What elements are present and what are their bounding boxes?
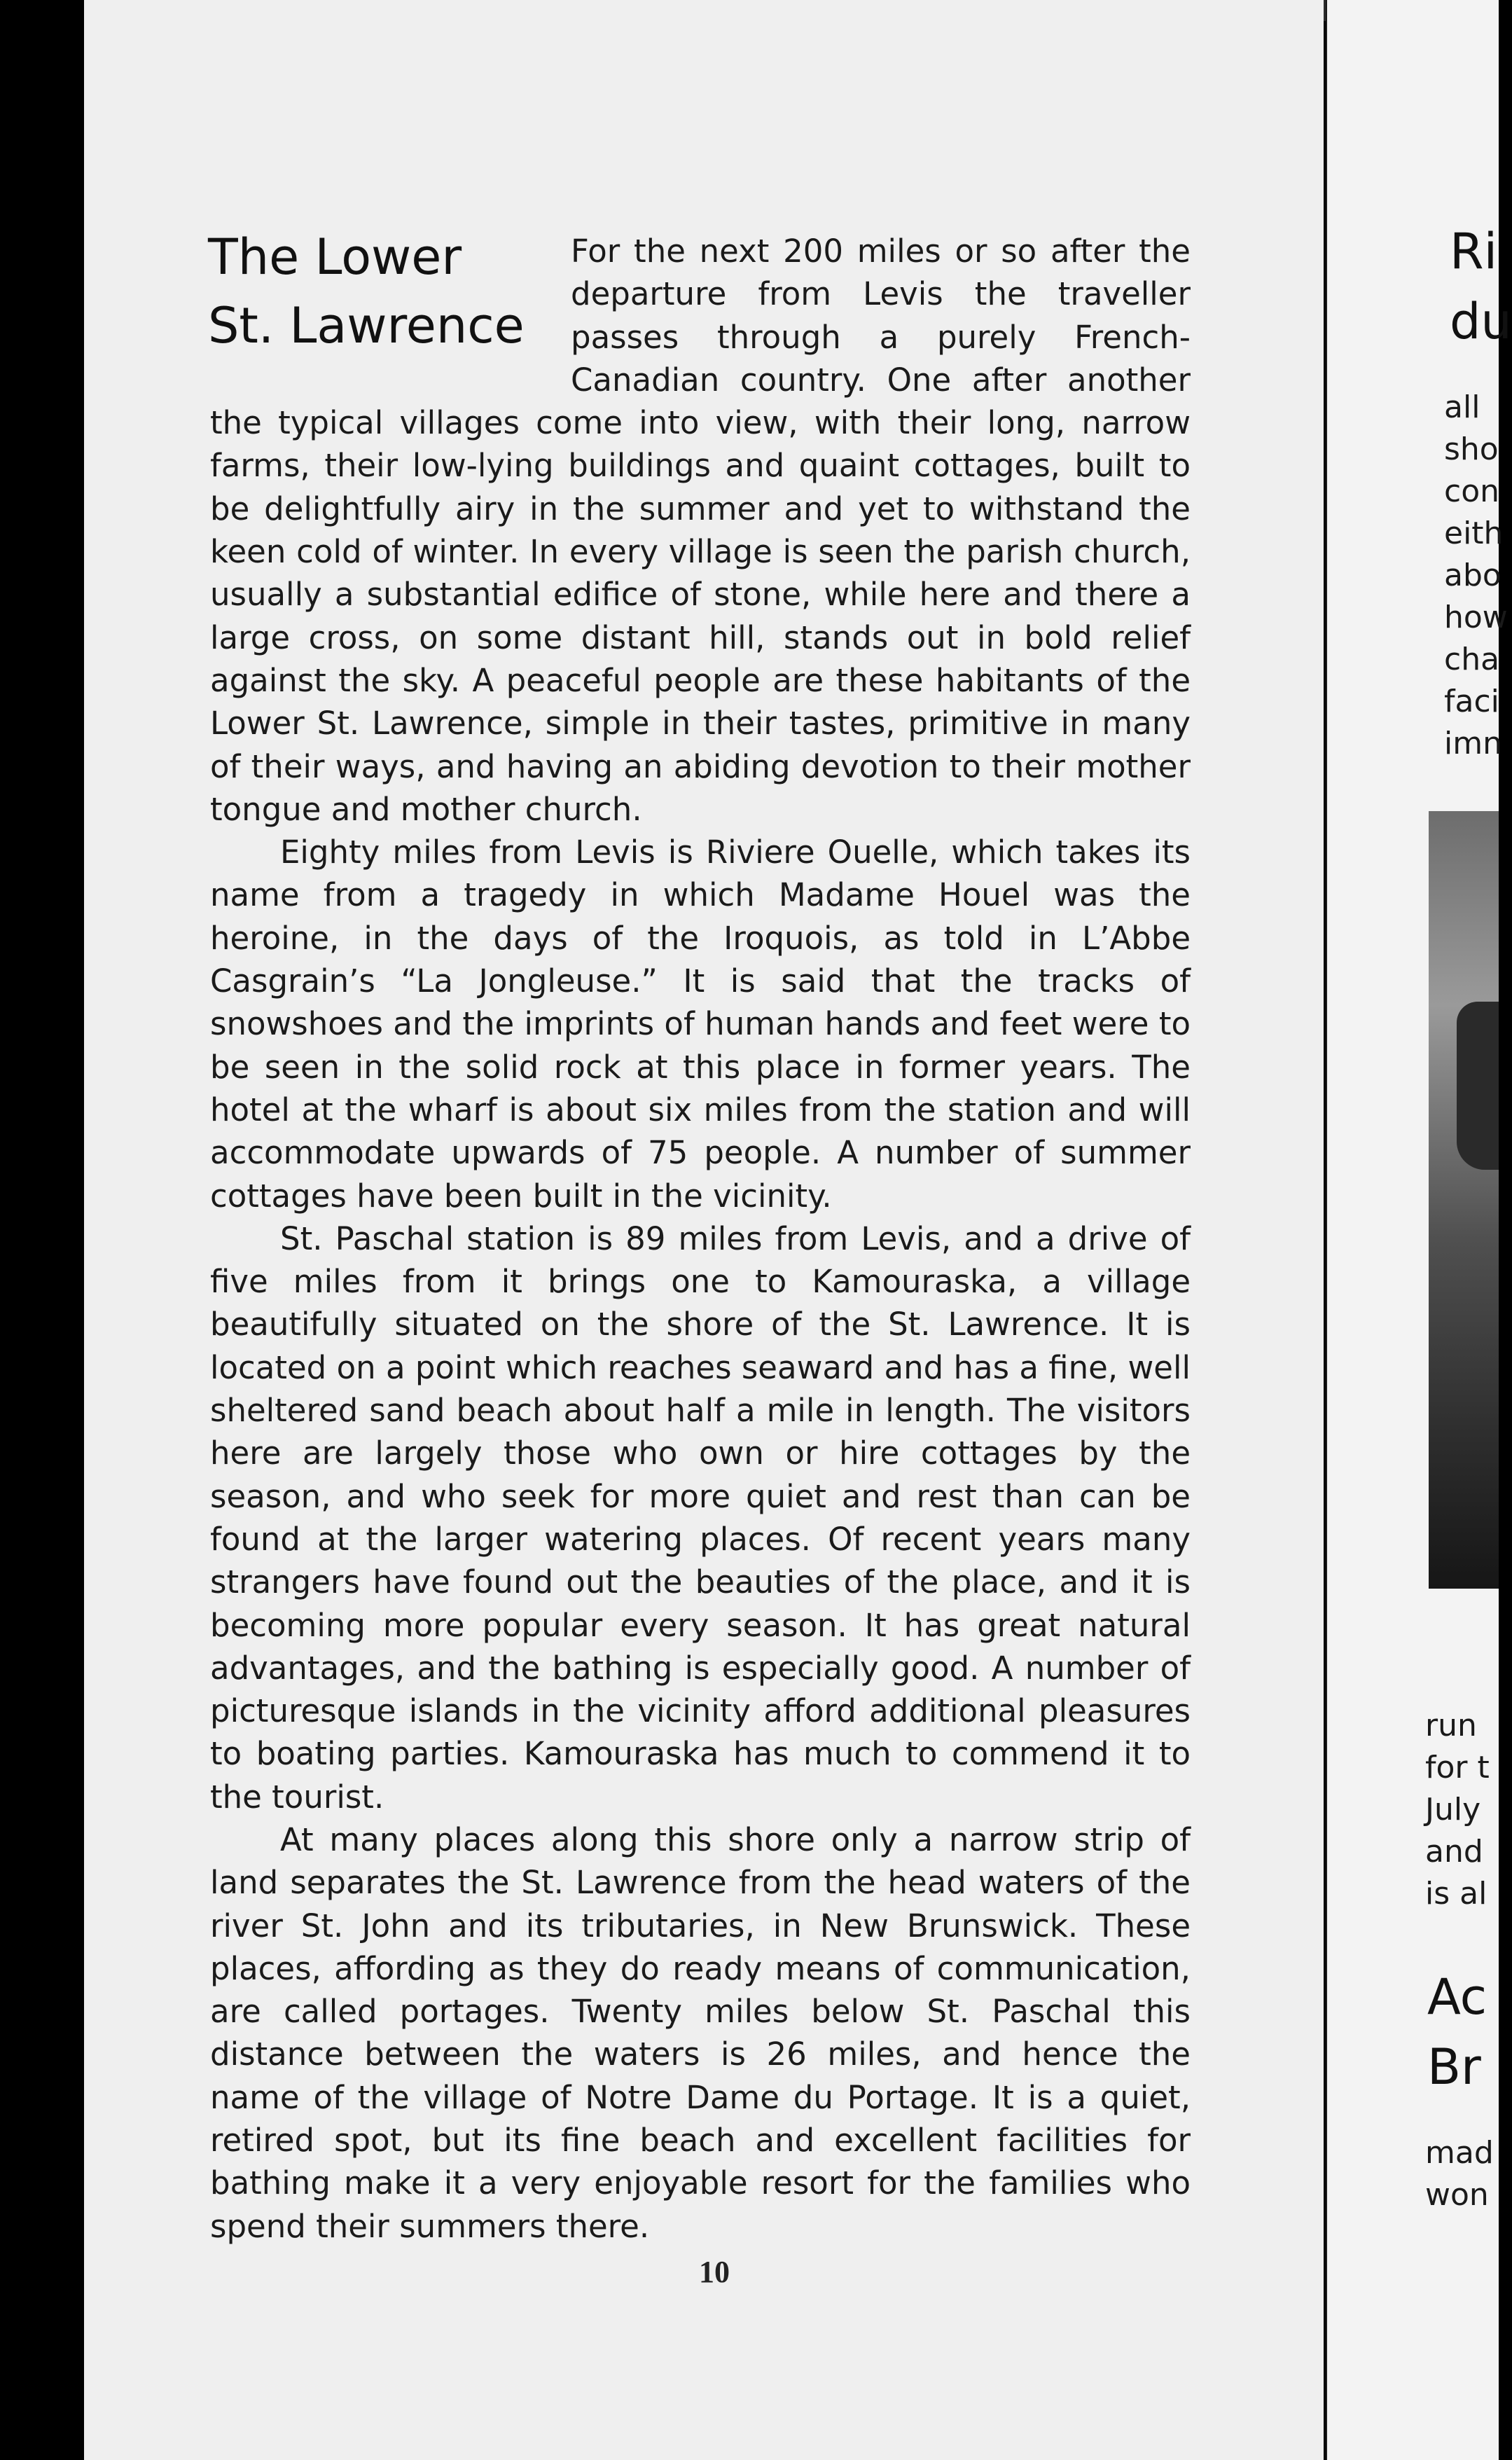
next-page-line: mad xyxy=(1425,2135,1494,2171)
next-page-line: run xyxy=(1425,1708,1477,1743)
heading-space xyxy=(210,230,571,401)
next-page-line: won xyxy=(1425,2177,1489,2213)
next-page-line: and xyxy=(1425,1834,1483,1870)
next-page-line: how xyxy=(1444,600,1508,635)
next-page-line: faci xyxy=(1444,684,1499,719)
paragraph: For the next 200 miles or so after the departure from Levis the traveller passes through a purely French-Canadian country. One after another the typical villages come into view, with their long, narrow farms, their low-lying buildings and quaint cottages, built to be delightfully airy in the summer and yet to withstand the keen cold of winter. In every village is seen the parish church, usually a substantial edifice of stone, while here and there a large cross, on some distant hill, stands out in bold relief against the sky. A peaceful people are these habitants of the Lower St. Lawrence, simple in their tastes, primitive in many of their ways, and having an abiding devotion to their mother tongue and mother church. xyxy=(210,233,1191,828)
next-page-line: abo xyxy=(1444,558,1501,593)
next-page-heading-line: Ri xyxy=(1450,223,1498,280)
next-page-line: is al xyxy=(1425,1876,1487,1912)
next-page-line: July xyxy=(1425,1792,1481,1827)
heading-line-1: The Lower xyxy=(208,228,462,286)
next-page-line: cha xyxy=(1444,642,1500,677)
page-number: 10 xyxy=(699,2255,730,2289)
next-page-heading-line: Ac xyxy=(1427,1968,1487,2026)
next-page-photo xyxy=(1429,811,1499,1589)
paragraph: St. Paschal station is 89 miles from Levis, and a drive of five miles from it brings one to Kamouraska, a village beautifully situated on the shore of the St. Lawrence. It is located on a point which reaches seaward and has a fine, well sheltered sand beach about half a mile in length. The visitors here are largely those who own or hire cottages by the season, and who seek for more quiet and rest than can be found at the larger watering places. Of recent years many strangers have found out the beauties of the place, and it is becoming more popular every season. It has great natural advantages, and the bathing is especially good. A number of picturesque islands in the vicinity afford additional pleasures to boating parties. Kamouraska has much to commend it to the tourist. xyxy=(210,1219,1191,1816)
body-text xyxy=(210,230,1191,2248)
next-page-line: eith xyxy=(1444,516,1504,551)
next-page-heading-line: Br xyxy=(1427,2038,1481,2096)
photo-rock-shape xyxy=(1457,1002,1499,1170)
next-page-line: con xyxy=(1444,474,1499,509)
paragraph: Eighty miles from Levis is Riviere Ouelle, which takes its name from a tragedy in which Madame Houel was the heroine, in the days of the Iroquois, as told in L’Abbe Casgrain’s “La Jongleuse.” It is said that the tracks of snowshoes and the imprints of human hands and feet were to be seen in the solid rock at this place in former years. The hotel at the wharf is about six miles from the station and will accommodate upwards of 75 people. A number of summer cottages have been built in the vicinity. xyxy=(210,834,1191,1215)
paragraph: At many places along this shore only a narrow strip of land separates the St. Lawrence from the head waters of the river St. John and its tributaries, in New Brunswick. These places, affording as they do ready means of communication, are called portages. Twenty miles below St. Paschal this distance between the waters is 26 miles, and hence the name of the village of Notre Dame du Portage. It is a quiet, retired spot, but its fine beach and excellent facilities for bathing make it a very enjoyable resort for the families who spend their summers there. xyxy=(210,1820,1191,2245)
heading-line-2: St. Lawrence xyxy=(208,297,525,354)
next-page-line: imn xyxy=(1444,726,1502,761)
next-page-line: for t xyxy=(1425,1750,1490,1785)
next-page-line: all xyxy=(1444,389,1480,425)
next-page-line: sho xyxy=(1444,431,1499,467)
next-page-heading-line: du xyxy=(1450,293,1512,350)
